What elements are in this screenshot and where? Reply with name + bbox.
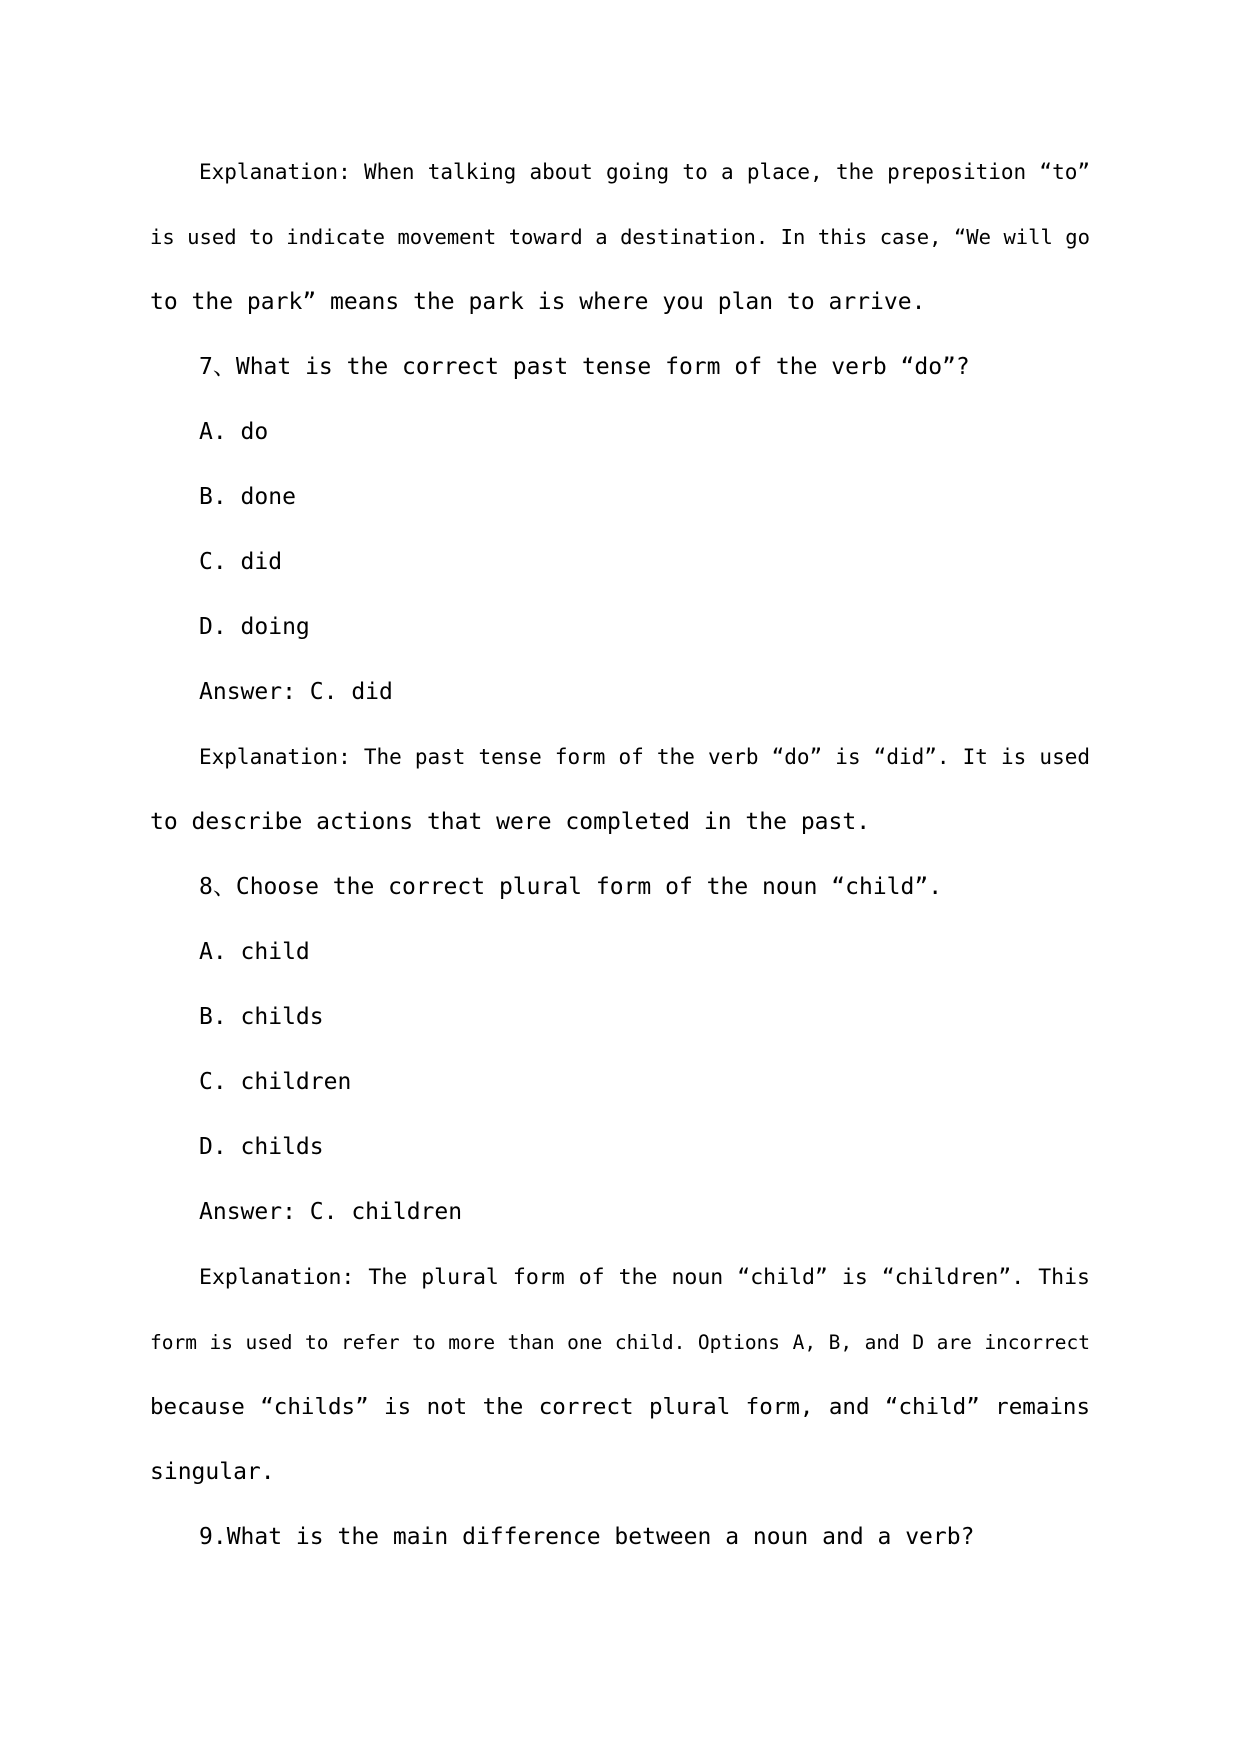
q7-option-d: D. doing — [199, 614, 310, 640]
q6-explanation-line-2: is used to indicate movement toward a destination. In this case, “We will go — [150, 225, 1090, 249]
document-page — [150, 140, 1090, 1570]
q8-option-d: D. childs — [199, 1134, 324, 1160]
q7-option-a: A. do — [199, 419, 269, 445]
q7-explanation-line-1: Explanation: The past tense form of the verb “do” is “did”. It is used — [199, 745, 1090, 769]
q7-question: 7、What is the correct past tense form of the verb “do”? — [199, 354, 970, 380]
q7-option-b: B. done — [199, 484, 296, 510]
q8-option-b: B. childs — [199, 1004, 324, 1030]
q7-answer: Answer: C. did — [199, 679, 393, 705]
q8-explanation-line-2: form is used to refer to more than one child. Options A, B, and D are incorrect — [150, 1331, 1090, 1354]
q8-explanation-line-4: singular. — [150, 1459, 275, 1485]
q9-question: 9.What is the main difference between a noun and a verb? — [199, 1524, 975, 1550]
q6-explanation-line-1: Explanation: When talking about going to a place, the preposition “to” — [199, 160, 1090, 184]
q8-answer: Answer: C. children — [199, 1199, 463, 1225]
q7-option-c: C. did — [199, 549, 283, 575]
q8-explanation-line-3: because “childs” is not the correct plural form, and “child” remains — [150, 1394, 1090, 1420]
q7-explanation-line-2: to describe actions that were completed in the past. — [150, 809, 871, 835]
q8-option-c: C. children — [199, 1069, 352, 1095]
q8-explanation-line-1: Explanation: The plural form of the noun “child” is “children”. This — [199, 1265, 1090, 1290]
q6-explanation-line-3: to the park” means the park is where you plan to arrive. — [150, 289, 926, 315]
q8-question: 8、Choose the correct plural form of the noun “child”. — [199, 874, 943, 900]
q8-option-a: A. child — [199, 939, 310, 965]
